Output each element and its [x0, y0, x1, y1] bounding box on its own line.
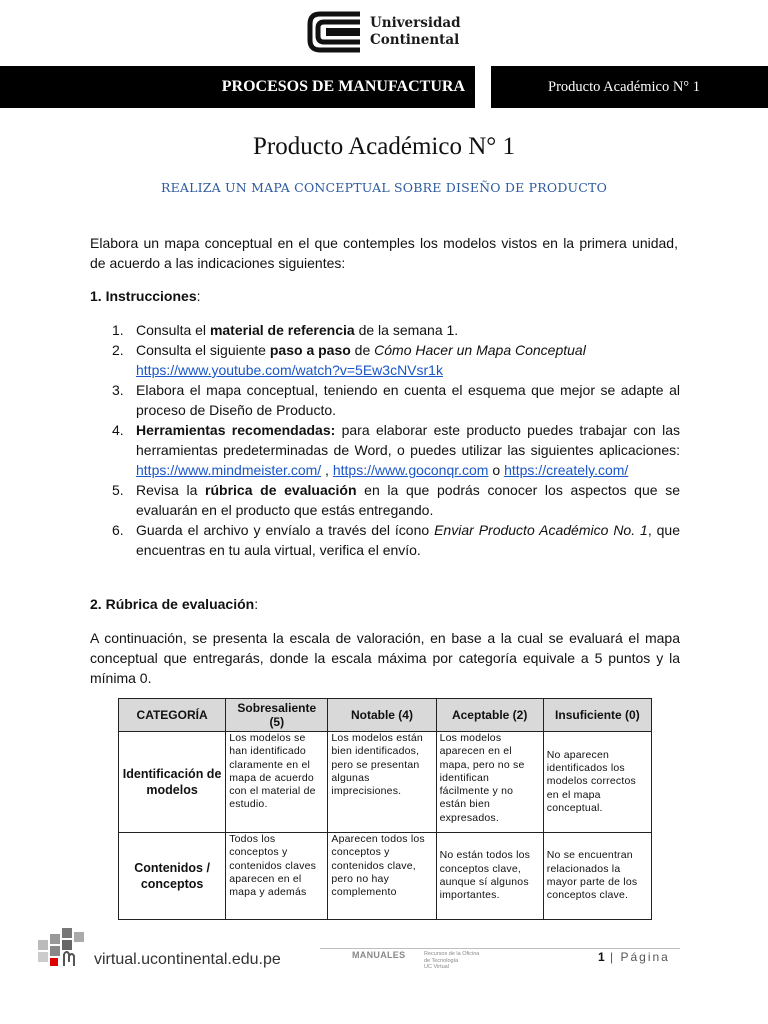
header-category: CATEGORÍA — [119, 699, 226, 732]
table-cell: No aparecen identificados los modelos correctos en el mapa conceptual. — [543, 732, 651, 833]
table-row — [119, 833, 652, 920]
university-logo — [306, 10, 476, 54]
office-caption — [424, 951, 484, 971]
section-colon: : — [196, 288, 201, 304]
table-cell — [328, 833, 436, 920]
item-text: de la semana 1. — [354, 322, 459, 338]
product-tag: Producto Académico N° 1 — [548, 78, 700, 95]
list-item — [90, 480, 680, 520]
cell-text: Aparecen todos los conceptos y contenidos clave, pero no hay complemento — [331, 833, 425, 899]
section-number: 2. — [90, 596, 102, 612]
item-or: o — [488, 462, 505, 478]
table-cell: No se encuentran relacionados la mayor parte de los conceptos clave. — [543, 833, 651, 920]
mindmeister-link[interactable]: https://www.mindmeister.com/ — [136, 462, 322, 478]
office-line2: de Tecnología — [424, 957, 459, 964]
list-item — [90, 420, 680, 480]
item-bold: rúbrica de evaluación — [205, 482, 357, 498]
product-band — [491, 66, 768, 108]
category-cell: Identificación de modelos — [119, 732, 226, 833]
scale-paragraph: A continuación, se presenta la escala de valoración, en base a la cual se evaluará el mapa conceptual que entregarás, donde la escala máxima por categoría equivale a 5 puntos y la mínima 0. — [90, 630, 680, 686]
list-item — [90, 520, 680, 560]
list-item — [90, 320, 680, 340]
office-line1: Recursos de la Oficina — [424, 951, 480, 957]
page-indicator — [598, 950, 670, 964]
item-text: Consulta el — [136, 322, 210, 338]
document-title: Producto Académico N° 1 — [252, 133, 516, 160]
item-text: Elabora el mapa conceptual, teniendo en cuenta el esquema que mejor se adapte al proceso de Diseño de Producto. — [136, 382, 680, 418]
item-text: para elaborar este producto puedes trabajar con las herramientas predeterminadas de Word, o puedes utilizar las siguientes aplicaciones: — [136, 422, 680, 458]
item-number: 3. — [112, 382, 124, 398]
section-heading-rubric — [90, 596, 258, 612]
item-bold: paso a paso — [269, 342, 351, 358]
instructions-list — [90, 320, 680, 560]
item-text: Guarda el archivo y envíalo a través del ícono — [136, 522, 435, 538]
youtube-link[interactable]: https://www.youtube.com/watch?v=5Ew3cNVsr1k — [136, 362, 443, 378]
section-number: 1. — [90, 288, 102, 304]
item-italic: Cómo Hacer un Mapa Conceptual — [374, 342, 586, 358]
footer-divider — [320, 948, 680, 949]
logo-line1: Universidad — [370, 15, 461, 31]
item-bold: material de referencia — [209, 322, 355, 338]
course-band — [0, 66, 475, 108]
category-cell: Contenidos / conceptos — [119, 833, 226, 920]
table-header-row — [119, 699, 652, 732]
item-text: , que encuentras en tu aula virtual, verifica el envío. — [136, 522, 681, 558]
section-heading-instructions — [90, 288, 201, 304]
rubric-table — [118, 698, 652, 920]
logo-text — [370, 15, 461, 49]
item-bold: Herramientas recomendadas: — [136, 422, 336, 438]
section-title: Instrucciones — [105, 288, 197, 304]
creately-link[interactable]: https://creately.com/ — [504, 462, 629, 478]
header-aceptable: Aceptable (2) — [436, 699, 543, 732]
section-title: Rúbrica de evaluación — [105, 596, 255, 612]
document-subtitle: REALIZA UN MAPA CONCEPTUAL SOBRE DISEÑO DE PRODUCTO — [160, 180, 608, 195]
item-text: Consulta el siguiente — [136, 342, 270, 358]
page-label: | Página — [604, 950, 670, 964]
office-line3: UC Virtual — [424, 964, 449, 970]
item-text: en la que podrás conocer los aspectos que se evaluarán en el producto que estás entregando. — [136, 482, 680, 518]
footer-url: virtual.ucontinental.edu.pe — [94, 951, 281, 968]
item-italic: Enviar Producto Académico No. 1 — [434, 522, 648, 538]
table-row — [119, 732, 652, 833]
logo-c-icon — [306, 10, 362, 54]
item-number: 2. — [112, 342, 124, 358]
item-number: 1. — [112, 322, 124, 338]
item-text: Revisa la — [136, 482, 206, 498]
course-title: PROCESOS DE MANUFACTURA — [221, 78, 465, 95]
item-separator: , — [321, 462, 333, 478]
item-number: 6. — [112, 522, 124, 538]
table-cell: Los modelos se han identificado claramente en el mapa de acuerdo con el material de estudio. — [226, 732, 328, 833]
table-cell: Los modelos están bien identificados, pero se presentan algunas imprecisiones. — [328, 732, 436, 833]
header-insuficiente: Insuficiente (0) — [543, 699, 651, 732]
goconqr-link[interactable]: https://www.goconqr.com — [332, 462, 489, 478]
intro-paragraph: Elabora un mapa conceptual en el que contemples los modelos vistos en la primera unidad, de acuerdo a las indicaciones siguientes: — [90, 235, 678, 271]
table-cell — [226, 833, 328, 920]
manuales-logo: MANUALES — [352, 950, 406, 960]
virtual-campus-icon — [36, 926, 92, 972]
item-text: de — [350, 342, 375, 358]
list-item — [90, 380, 680, 420]
section-colon: : — [254, 596, 259, 612]
list-item — [90, 340, 680, 380]
header-notable: Notable (4) — [328, 699, 436, 732]
page-number: 1 — [598, 950, 605, 964]
logo-line2: Continental — [370, 32, 460, 48]
item-number: 5. — [112, 482, 124, 498]
table-cell: No están todos los conceptos clave, aunque sí algunos importantes. — [436, 833, 543, 920]
header-sobresaliente: Sobresaliente (5) — [226, 699, 328, 732]
cell-text: Todos los conceptos y contenidos claves aparecen en el mapa y además — [229, 833, 317, 899]
item-number: 4. — [112, 422, 124, 438]
table-cell: Los modelos aparecen en el mapa, pero no se identifican fácilmente y no están bien expresados. — [436, 732, 543, 833]
